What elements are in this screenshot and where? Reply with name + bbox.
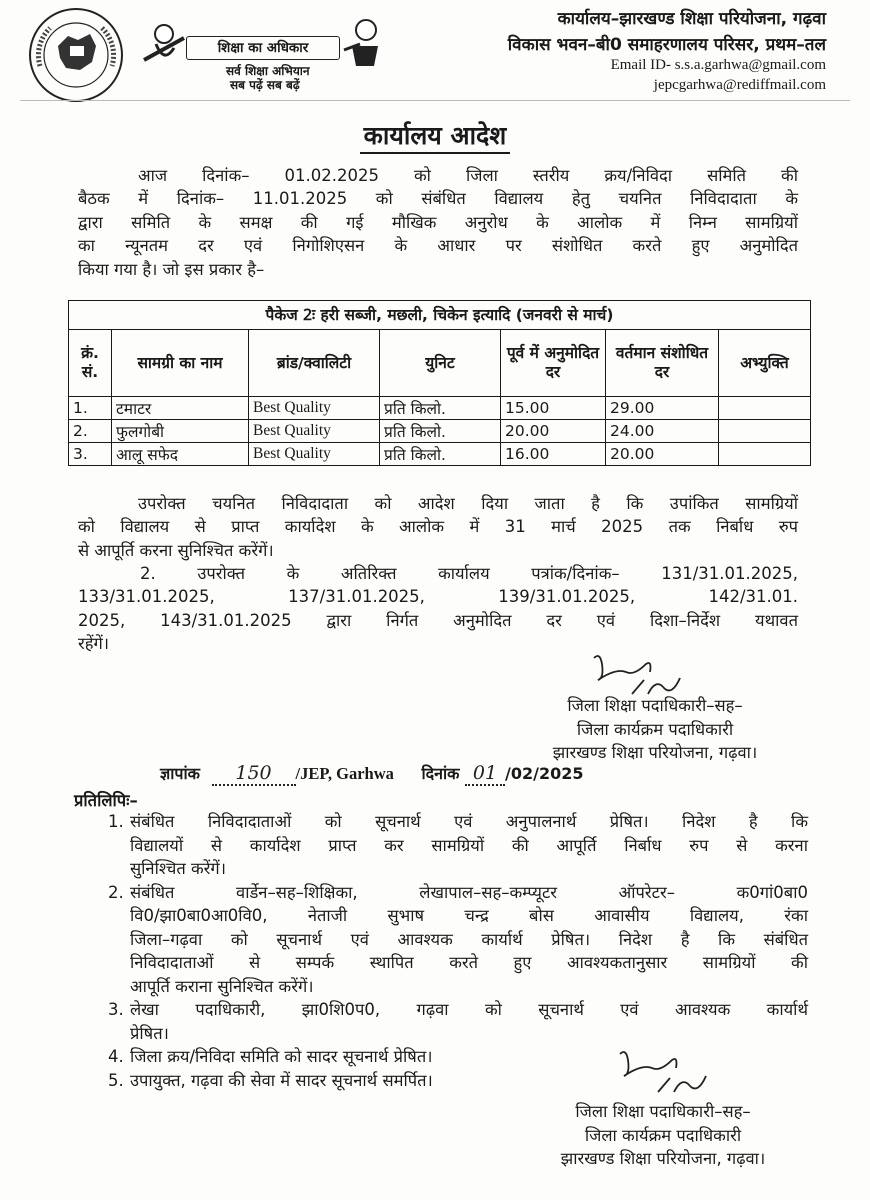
col-header-item: सामग्री का नाम	[112, 330, 249, 397]
signatory-title: झारखण्ड शिक्षा परियोजना, गढ़वा।	[560, 1149, 766, 1168]
order-line: से आपूर्ति करना सुनिश्चित करेंगें।	[78, 540, 274, 560]
intro-line: द्वारा समिति के समक्ष की गई मौखिक अनुरोध के आलोक में निम्न सामग्रियों	[78, 212, 798, 232]
copy-item: 1. संबंधित निविदादाताओं को सूचनार्थ एवं अनुपालनार्थ प्रेषित। निदेश है कि विद्यालयों से कार्यादेश प्राप्त कर सामग्रियों की आपूर्ति निर्बाध रुप से करना सुनिश्चित करेंगें।	[108, 812, 808, 878]
memo-label: ज्ञापांक	[160, 764, 200, 783]
col-header-unit: युनिट	[380, 330, 501, 397]
reference-line: रहेंगें।	[78, 634, 110, 654]
table-caption: पैकेज 2ः हरी सब्जी, मछली, चिकेन इत्यादि (जनवरी से मार्च)	[69, 301, 811, 330]
copy-item: 2. संबंधित वार्डेन–सह–शिक्षिका, लेखापाल–सह–कम्प्यूटर ऑपरेटर– क0गां0बा0 वि0/झा0बा0आ0वि0, नेताजी सुभाष चन्द्र बोस आवासीय विद्यालय, रंका जिला–गढ़वा को सूचनार्थ एवं आवश्यक कार्यार्थ प्रेषित। निदेश है कि संबंधित निविदादाताओं से सम्पर्क स्थापित करते हुए आवश्यकतानुसार सामग्रियों की आपूर्ति कराना सुनिश्चित करेंगें।	[108, 882, 808, 996]
order-paragraph	[78, 492, 798, 562]
intro-line: किया गया है। जो इस प्रकार है–	[78, 259, 265, 279]
cell-prev-rate: 16.00	[501, 443, 606, 466]
col-header-remark: अभ्युक्ति	[719, 330, 811, 397]
cc-label: प्रतिलिपिः–	[74, 791, 138, 810]
col-header-brand: ब्रांड/क्वालिटी	[249, 330, 380, 397]
memo-ref: /JEP, Garhwa	[295, 764, 394, 783]
copy-item: 5. उपायुक्त, गढ़वा की सेवा में सादर सूचनार्थ समर्पित।	[108, 1070, 433, 1090]
signatory-title: झारखण्ड शिक्षा परियोजना, गढ़वा।	[552, 743, 758, 762]
cell-prev-rate: 20.00	[501, 420, 606, 443]
col-header-prev-rate: पूर्व में अनुमोदित दर	[501, 330, 606, 397]
copy-item: 3. लेखा पदाधिकारी, झा0शि0प0, गढ़वा को सूचनार्थ एवं आवश्यक कार्यार्थ प्रेषित।	[108, 1000, 808, 1043]
signature-block-1	[500, 694, 810, 765]
reference-line: 133/31.01.2025, 137/31.01.2025, 139/31.01.2025, 142/31.01.	[78, 587, 798, 607]
intro-line: आज दिनांक– 01.02.2025 को जिला स्तरीय क्रय/निविदा समिति की	[138, 166, 798, 185]
reading-kid-icon	[338, 16, 390, 70]
signatory-title: जिला कार्यक्रम पदाधिकारी	[576, 719, 734, 739]
cell-unit: प्रति किलो.	[380, 443, 501, 466]
email-line-2: jepcgarhwa@rediffmail.com	[653, 77, 826, 93]
cell-sn: 2.	[69, 420, 112, 443]
cell-brand: Best Quality	[249, 397, 380, 420]
rates-table	[68, 300, 811, 466]
cell-remark	[719, 420, 811, 443]
signatory-title: जिला शिक्षा पदाधिकारी–सह–	[567, 696, 743, 715]
signature-mark	[586, 650, 690, 700]
header-divider	[20, 100, 850, 101]
rte-banner: शिक्षा का अधिकार	[186, 36, 340, 60]
cell-prev-rate: 15.00	[501, 397, 606, 420]
office-name: कार्यालय–झारखण्ड शिक्षा परियोजना, गढ़वा	[557, 9, 826, 29]
cell-item: आलू सफेद	[112, 443, 249, 466]
cell-sn: 1.	[69, 397, 112, 420]
col-header-sn: क्रं. सं.	[69, 330, 112, 397]
order-line: उपरोक्त चयनित निविदादाता को आदेश दिया जाता है कि उपांकित सामग्रियों	[138, 494, 798, 513]
cell-unit: प्रति किलो.	[380, 420, 501, 443]
intro-paragraph	[78, 164, 798, 281]
cell-remark	[719, 443, 811, 466]
reference-line: 2025, 143/31.01.2025 द्वारा निर्गत अनुमोदित दर एवं दिशा–निर्देश यथावत	[78, 610, 798, 630]
reference-line: 2. उपरोक्त के अतिरिक्त कार्यालय पत्रांक/दिनांक– 131/31.01.2025,	[140, 564, 798, 583]
intro-line: बैठक में दिनांक– 11.01.2025 को संबंधित विद्यालय हेतु चयनित निविदादाता के	[78, 189, 798, 209]
email-line-1: Email ID- s.s.a.garhwa@gmail.com	[610, 57, 826, 73]
office-address: विकास भवन–बी0 समाहरणालय परिसर, प्रथम–तल	[507, 35, 826, 55]
col-header-curr-rate: वर्तमान संशोधित दर	[606, 330, 719, 397]
cell-remark	[719, 397, 811, 420]
signature-mark-2	[612, 1046, 716, 1098]
cell-item: टमाटर	[112, 397, 249, 420]
table-row	[69, 397, 811, 420]
signatory-title: जिला शिक्षा पदाधिकारी–सह–	[575, 1102, 751, 1121]
signature-block-2	[508, 1100, 818, 1171]
memo-date: /02/2025	[505, 764, 584, 783]
page-title: कार्यालय आदेश	[0, 118, 870, 152]
cell-unit: प्रति किलो.	[380, 397, 501, 420]
ssa-line-1: सर्व शिक्षा अभियान	[226, 64, 310, 78]
cell-curr-rate: 20.00	[606, 443, 719, 466]
reference-paragraph	[78, 562, 798, 656]
cell-sn: 3.	[69, 443, 112, 466]
ssa-line-2: सब पढ़ें सब बढ़ें	[230, 78, 300, 92]
memo-line	[160, 762, 584, 786]
memo-day: 01	[472, 762, 498, 784]
table-row	[69, 443, 811, 466]
cell-brand: Best Quality	[249, 443, 380, 466]
copy-item: 4. जिला क्रय/निविदा समिति को सादर सूचनार्थ प्रेषित।	[108, 1047, 433, 1066]
cell-brand: Best Quality	[249, 420, 380, 443]
memo-date-label: दिनांक	[421, 764, 460, 783]
memo-number: 150	[235, 762, 272, 784]
cell-curr-rate: 29.00	[606, 397, 719, 420]
pencil-kid-icon	[140, 20, 190, 70]
cell-curr-rate: 24.00	[606, 420, 719, 443]
jepc-seal-logo	[20, 6, 132, 104]
cell-item: फुलगोबी	[112, 420, 249, 443]
intro-line: का न्यूनतम दर एवं निगोशिएसन के आधार पर संशोधित करते हुए अनुमोदित	[78, 236, 798, 256]
order-line: को विद्यालय से प्राप्त कार्यादेश के आलोक में 31 मार्च 2025 तक निर्बाध रुप	[78, 517, 798, 537]
table-row	[69, 420, 811, 443]
signatory-title: जिला कार्यक्रम पदाधिकारी	[584, 1125, 742, 1145]
